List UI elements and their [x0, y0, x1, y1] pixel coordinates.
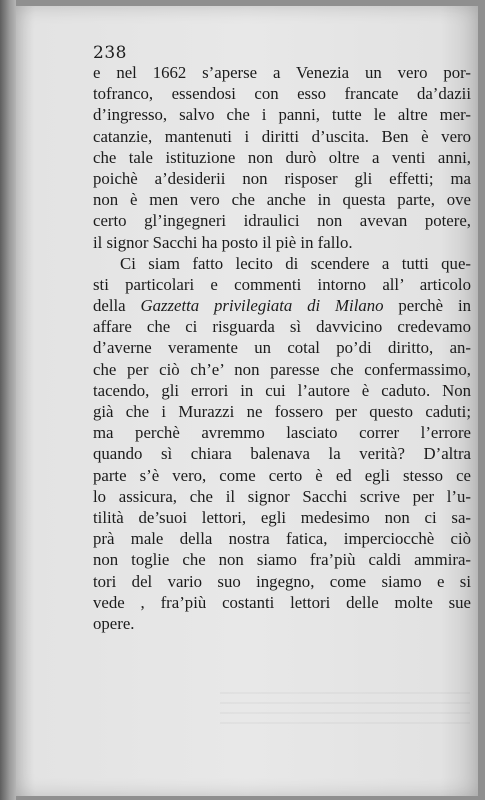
text-segment: della	[93, 296, 141, 316]
text-line: d’averne veramente un cotal po’di diritto, an-	[93, 338, 471, 358]
text-line: tacendo, gli errori in cui l’autore è caduto. Non	[93, 380, 471, 400]
text-line: che per ciò ch’e’ non paresse che confermassimo,	[93, 359, 471, 379]
text-line: ma perchè avremmo lasciato correr l’errore	[93, 423, 471, 443]
text-line: d’ingresso, salvo che i panni, tutte le altre mer-	[93, 105, 471, 125]
text-line: lo assicura, che il signor Sacchi scrive per l’u-	[93, 486, 471, 506]
text-line: parte s’è vero, come certo è ed egli stesso ce	[93, 465, 471, 485]
text-line: e nel 1662 s’aperse a Venezia un vero por-	[93, 63, 471, 82]
text-line-with-italic	[93, 295, 471, 316]
text-line: vede , fra’più costanti lettori delle molte sue	[93, 592, 471, 612]
paragraph-start-line: Ci siam fatto lecito di scendere a tutti que-	[120, 253, 471, 273]
text-line: tilità de’suoi lettori, egli medesimo non ci sa-	[93, 507, 471, 527]
text-line: poichè a’desiderii non risposer gli effetti; ma	[93, 168, 471, 188]
text-segment: perchè in	[383, 296, 471, 316]
text-line: certo gl’ingegneri idraulici non avevan potere,	[93, 211, 471, 231]
text-line: non è men vero che anche in questa parte, ove	[93, 190, 471, 210]
text-line: prà male della nostra fatica, imperciocchè ciò	[93, 529, 471, 549]
text-line: quando sì chiara balenava la verità? D’altra	[93, 444, 471, 464]
text-line: tori del vario suo ingegno, come siamo e si	[93, 571, 471, 591]
paragraph-end-line: il signor Sacchi ha posto il piè in fallo.	[93, 232, 353, 252]
page-number: 238	[93, 43, 127, 63]
binding-gutter	[0, 0, 16, 800]
text-line: che tale istituzione non durò oltre a venti anni,	[93, 147, 471, 167]
text-line: catanzie, mantenuti i diritti d’uscita. Ben è vero	[93, 126, 471, 146]
text-line: affare che ci risguarda sì davvicino credevamo	[93, 317, 471, 337]
paragraph-end-line: opere.	[93, 613, 135, 633]
body-text	[93, 62, 471, 634]
newspaper-title: Gazzetta privilegiata di Milano	[140, 296, 384, 316]
text-line: tofranco, essendosi con esso francate da’dazii	[93, 84, 471, 104]
text-line: sti particolari e commenti intorno all’ articolo	[93, 274, 471, 294]
text-line: già che i Murazzi ne fossero per questo caduti;	[93, 402, 471, 421]
show-through-texture	[220, 692, 470, 732]
text-line: non toglie che non siamo fra’più caldi ammira-	[93, 550, 471, 570]
